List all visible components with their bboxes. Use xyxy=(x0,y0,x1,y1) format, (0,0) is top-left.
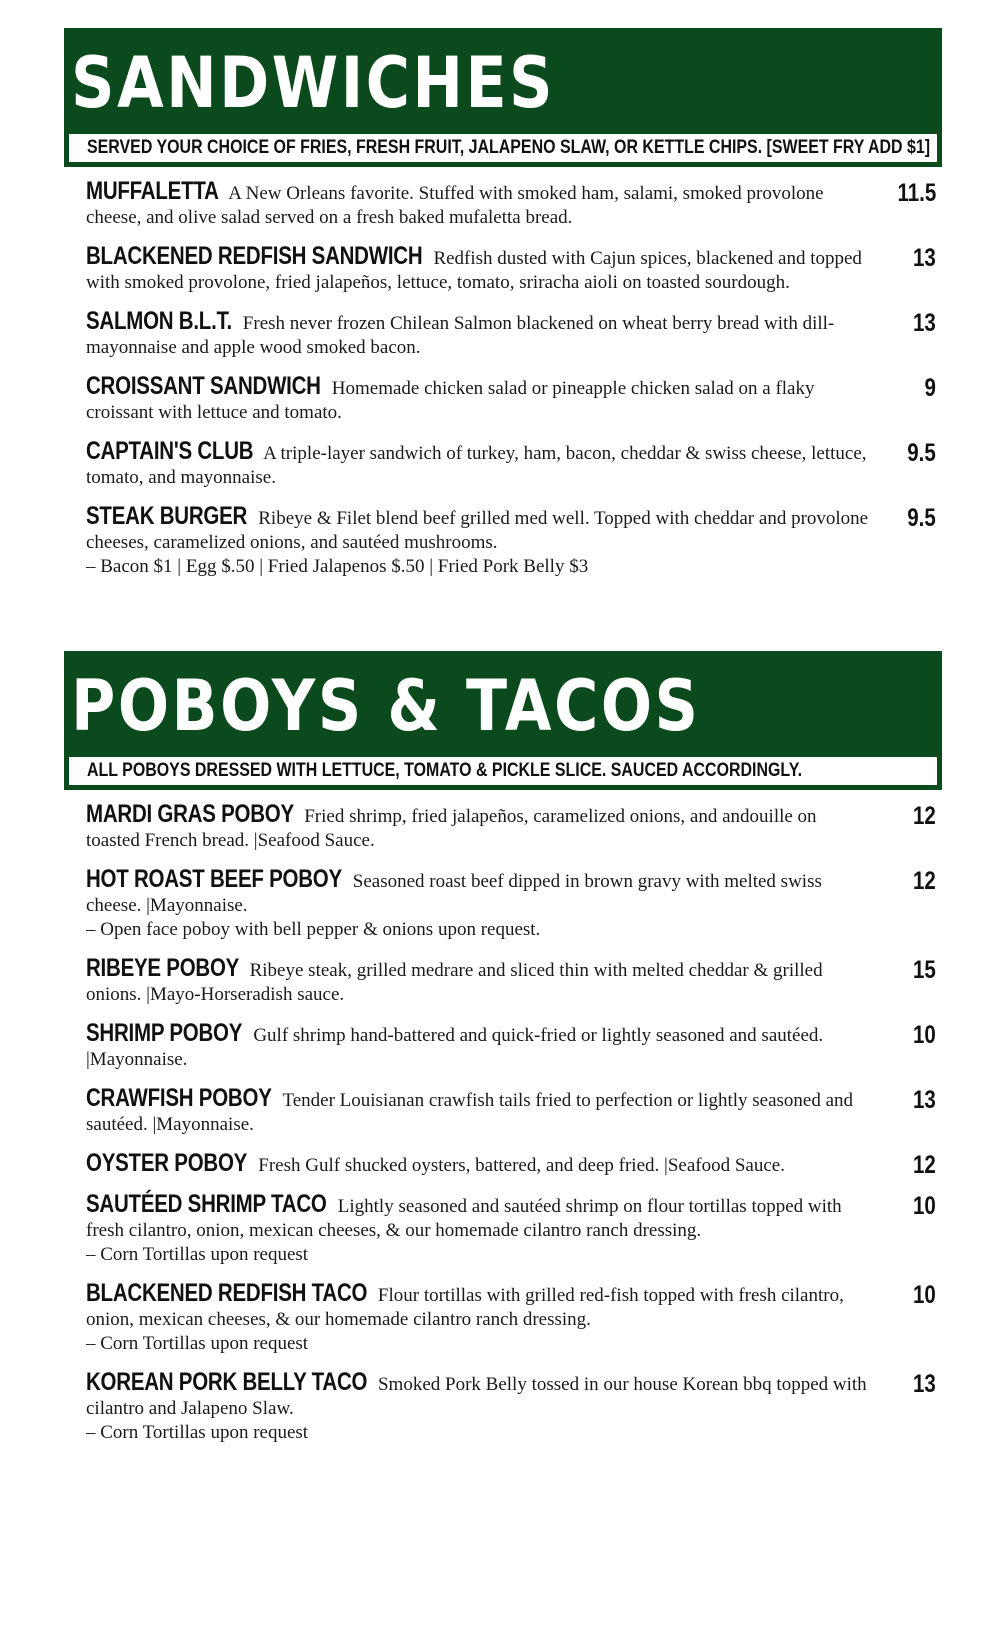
menu-item xyxy=(64,504,942,579)
section-subtitle: SERVED YOUR CHOICE OF FRIES, FRESH FRUIT, JALAPENO SLAW, OR KETTLE CHIPS. [SWEET FRY ADD $1] xyxy=(69,134,937,162)
menu-item-description: A New Orleans favorite. Stuffed with smoked ham, salami, smoked provolone cheese, and olive salad served on a fresh baked mufaletta bread. xyxy=(86,183,824,228)
menu-item-description: Redfish dusted with Cajun spices, blackened and topped with smoked provolone, fried jalapeños, lettuce, tomato, sriracha aioli on toasted sourdough. xyxy=(86,248,862,293)
menu-item xyxy=(64,956,942,1007)
menu-item-description: Smoked Pork Belly tossed in our house Korean bbq topped with cilantro and Jalapeno Slaw. xyxy=(86,1374,867,1419)
menu-item-price: 10 xyxy=(913,1021,936,1049)
menu-item-text xyxy=(86,867,872,918)
menu-item-text xyxy=(86,504,872,555)
menu-item-price: 9.5 xyxy=(907,439,936,467)
menu-item-name: CROISSANT SANDWICH xyxy=(86,372,321,400)
menu-item-name: BLACKENED REDFISH TACO xyxy=(86,1279,368,1307)
menu-item xyxy=(64,309,942,360)
menu-item-text xyxy=(86,439,872,490)
menu-item-text xyxy=(86,1021,872,1072)
sandwiches-banner xyxy=(64,28,942,167)
menu-item-text xyxy=(86,1151,872,1178)
menu-item-price: 12 xyxy=(913,802,936,830)
menu-item-note: – Corn Tortillas upon request xyxy=(86,1333,309,1354)
menu-item-description: Homemade chicken salad or pineapple chicken salad on a flaky croissant with lettuce and tomato. xyxy=(86,378,815,423)
menu-item xyxy=(64,802,942,853)
menu-item-description: Ribeye steak, grilled medrare and sliced thin with melted cheddar & grilled onions. |Mayo-Horseradish sauce. xyxy=(86,960,823,1005)
menu-item xyxy=(64,1021,942,1072)
menu-item-price: 12 xyxy=(913,1151,936,1179)
menu-item-price: 9 xyxy=(924,374,936,402)
menu-item-note: – Bacon $1 | Egg $.50 | Fried Jalapenos $.50 | Fried Pork Belly $3 xyxy=(86,556,589,577)
menu-item-name: RIBEYE POBOY xyxy=(86,954,240,982)
section-title: POBOYS & TACOS xyxy=(71,665,701,747)
menu-item xyxy=(64,1151,942,1178)
menu-item-note: – Corn Tortillas upon request xyxy=(86,1422,309,1443)
menu-item xyxy=(64,1086,942,1137)
menu-item-text xyxy=(86,179,872,230)
menu-item-description: Tender Louisianan crawfish tails fried to perfection or lightly seasoned and sautéed. |Mayonnaise. xyxy=(86,1090,854,1135)
menu-item-text xyxy=(86,802,872,853)
menu-item-price: 13 xyxy=(913,1370,936,1398)
menu-item-description: Flour tortillas with grilled red-fish topped with fresh cilantro, onion, mexican cheeses, & our homemade cilantro ranch dressing. xyxy=(86,1285,844,1330)
menu-item xyxy=(64,439,942,490)
poboys-section xyxy=(64,651,942,1459)
menu-item-description: Fresh Gulf shucked oysters, battered, and deep fried. |Seafood Sauce. xyxy=(258,1155,785,1176)
menu-item-description: Ribeye & Filet blend beef grilled med well. Topped with cheddar and provolone cheeses, caramelized onions, and sautéed mushrooms. xyxy=(86,508,869,553)
poboys-banner xyxy=(64,651,942,790)
menu-item-price: 13 xyxy=(913,244,936,272)
menu-item xyxy=(64,1281,942,1356)
menu-item-price: 12 xyxy=(913,867,936,895)
menu-item-name: BLACKENED REDFISH SANDWICH xyxy=(86,242,423,270)
menu-item-text xyxy=(86,956,872,1007)
menu-item-name: SALMON B.L.T. xyxy=(86,307,232,335)
menu-item-name: MARDI GRAS POBOY xyxy=(86,800,294,828)
menu-item-description: A triple-layer sandwich of turkey, ham, bacon, cheddar & swiss cheese, lettuce, tomato, and mayonnaise. xyxy=(86,443,867,488)
menu-item-description: Fried shrimp, fried jalapeños, caramelized onions, and andouille on toasted French bread. |Seafood Sauce. xyxy=(86,806,817,851)
menu-item-price: 10 xyxy=(913,1281,936,1309)
menu-item-text xyxy=(86,1192,872,1243)
menu-item-note: – Open face poboy with bell pepper & onions upon request. xyxy=(86,919,541,940)
menu-item-name: CRAWFISH POBOY xyxy=(86,1084,272,1112)
menu-item-text xyxy=(86,1281,872,1332)
menu-item-price: 11.5 xyxy=(897,179,936,207)
sandwiches-section xyxy=(64,28,942,593)
menu-item-name: SHRIMP POBOY xyxy=(86,1019,243,1047)
menu-item-text xyxy=(86,1086,872,1137)
menu-item xyxy=(64,867,942,942)
menu-item-price: 13 xyxy=(913,309,936,337)
menu-item xyxy=(64,244,942,295)
poboys-list xyxy=(64,802,942,1445)
menu-item-name: CAPTAIN'S CLUB xyxy=(86,437,254,465)
menu-item-description: Seasoned roast beef dipped in brown gravy with melted swiss cheese. |Mayonnaise. xyxy=(86,871,822,916)
menu-item-price: 10 xyxy=(913,1192,936,1220)
menu-item-text xyxy=(86,309,872,360)
menu-item-note: – Corn Tortillas upon request xyxy=(86,1244,309,1265)
menu-item-text xyxy=(86,1370,872,1421)
menu-item-description: Fresh never frozen Chilean Salmon blackened on wheat berry bread with dill-mayonnaise and apple wood smoked bacon. xyxy=(86,313,835,358)
menu-item-description: Gulf shrimp hand-battered and quick-fried or lightly seasoned and sautéed. |Mayonnaise. xyxy=(86,1025,824,1070)
menu-item xyxy=(64,374,942,425)
menu-item-text xyxy=(86,244,872,295)
menu-item-price: 9.5 xyxy=(907,504,936,532)
menu-item xyxy=(64,1192,942,1267)
menu-item xyxy=(64,1370,942,1445)
section-title: SANDWICHES xyxy=(71,42,556,124)
menu-item-name: KOREAN PORK BELLY TACO xyxy=(86,1368,368,1396)
menu-item-name: STEAK BURGER xyxy=(86,502,248,530)
menu-item-price: 15 xyxy=(913,956,936,984)
menu-item-name: OYSTER POBOY xyxy=(86,1149,248,1177)
menu-item-price: 13 xyxy=(913,1086,936,1114)
menu-item-text xyxy=(86,374,872,425)
section-subtitle: ALL POBOYS DRESSED WITH LETTUCE, TOMATO & PICKLE SLICE. SAUCED ACCORDINGLY. xyxy=(69,757,937,785)
menu-item-name: HOT ROAST BEEF POBOY xyxy=(86,865,342,893)
menu-item-description: Lightly seasoned and sautéed shrimp on flour tortillas topped with fresh cilantro, onion, mexican cheeses, & our homemade cilantro ranch dressing. xyxy=(86,1196,842,1241)
menu-item xyxy=(64,179,942,230)
menu-item-name: SAUTÉED SHRIMP TACO xyxy=(86,1190,327,1218)
menu-item-name: MUFFALETTA xyxy=(86,177,219,205)
sandwiches-list xyxy=(64,179,942,579)
